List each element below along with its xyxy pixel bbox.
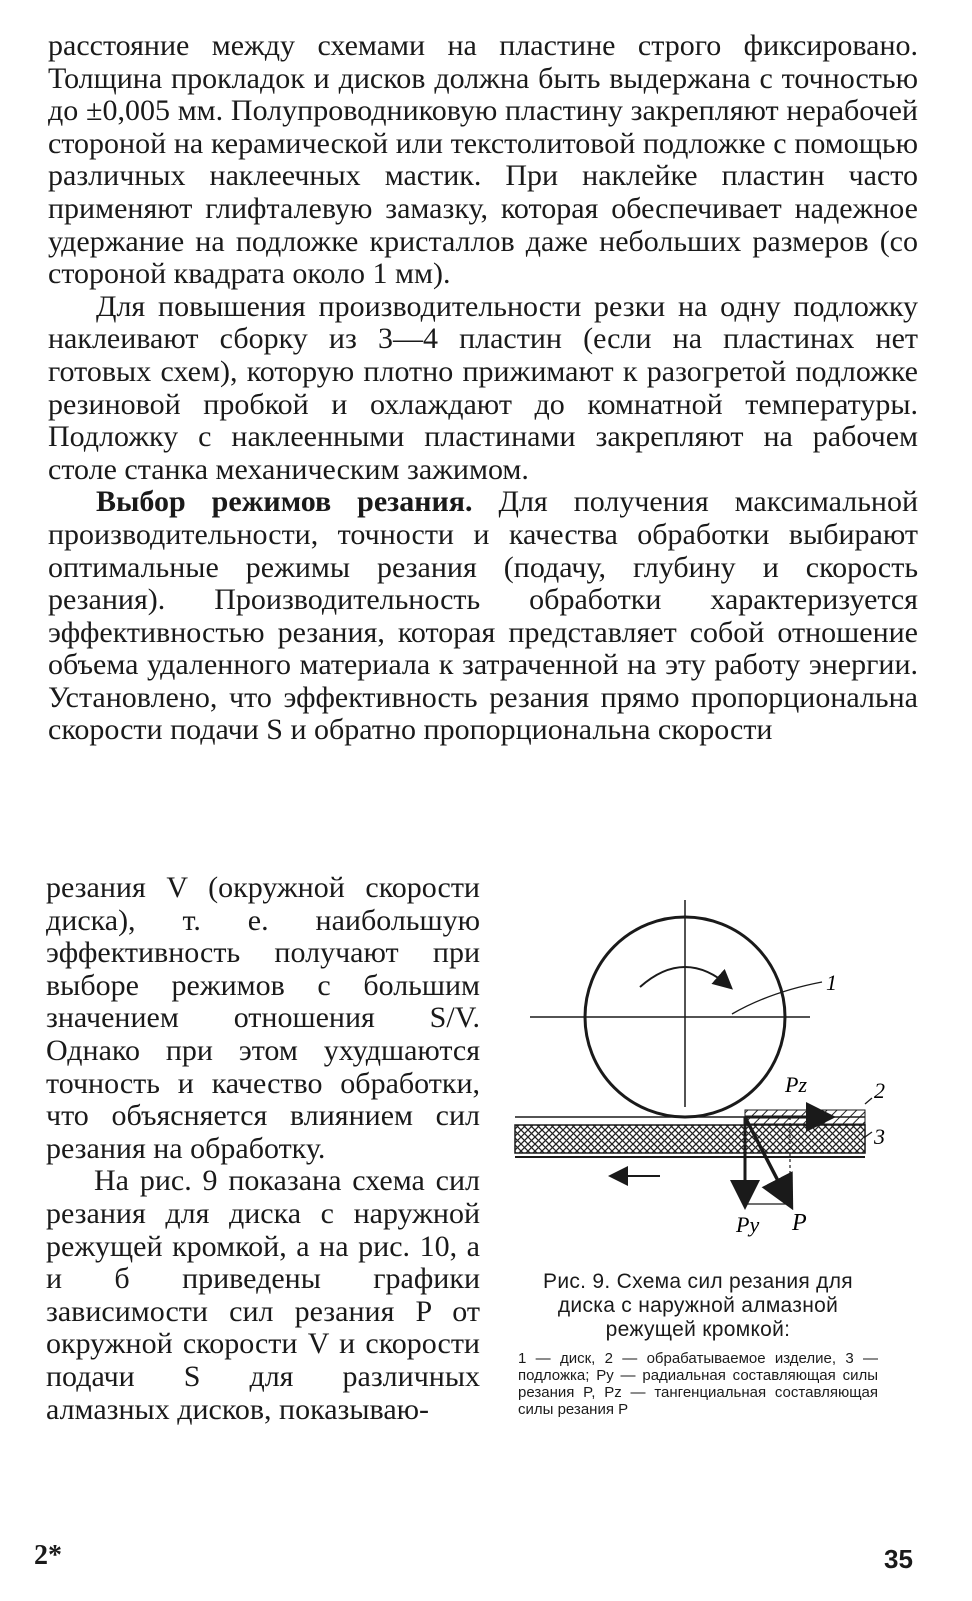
page-number: 35: [884, 1544, 913, 1574]
caption-legend: 1 — диск, 2 — обрабатываемое изделие, 3 — подложка; Py — радиальная составляющая силы резания P, Pz — тангенциальная составляющая силы резания P: [518, 1350, 878, 1418]
figure-9-force-diagram: [500, 892, 920, 1260]
label-p: P: [792, 1210, 807, 1236]
leader-line-1: [732, 982, 822, 1014]
paragraph-2: Для повышения производительности резки на одну подложку наклеивают сборку из 3—4 пластин (если на пластинах нет готовых схем), которую плотно прижимают к разогретой подложке резиновой пробкой и охлаждают до комнатной температуры. Подложку с наклеенными пластинами закрепляют на рабочем столе станка механическим зажимом.: [48, 289, 918, 486]
caption-title: Рис. 9. Схема сил резания для диска с наружной алмазной режущей кромкой:: [543, 1270, 853, 1341]
body-text-top: [48, 30, 918, 747]
paragraph-4: резания V (окружной скорости диска), т. е. наибольшую эффективность получают при выборе режимов с большим значением отношения S/V. Однако при этом ухудшаются точность и качество обработки, что объясняется влиянием сил резания на обработку.: [46, 871, 480, 1165]
paragraph-3: [48, 486, 918, 747]
label-py: Py: [736, 1212, 760, 1237]
figure-label-3: 3: [874, 1124, 885, 1149]
figure-label-2: 2: [874, 1078, 885, 1103]
figure-label-1: 1: [826, 970, 837, 995]
label-pz: Pz: [785, 1072, 807, 1097]
figure-caption: [518, 1270, 878, 1418]
paragraph-1: расстояние между схемами на пластине строго фиксировано. Толщина прокладок и дисков должна быть выдержана с точностью до ±0,005 мм. Полупроводниковую пластину закрепляют нерабочей стороной на керамической или текстолитовой подложке с помощью различных наклеечных мастик. При наклейке пластин часто применяют глифталевую замазку, которая обеспечивает надежное удержание на подложке кристаллов даже небольших размеров (со стороной квадрата около 1 мм).: [48, 29, 918, 291]
body-text-narrow: [46, 872, 480, 1426]
substrate-layer: [515, 1125, 865, 1153]
section-text: Для получения максимальной производительности, точности и качества обработки выбирают оптимальные режимы резания (подачу, глубину и скорость резания). Производительность обработки характеризуется эффективностью резания, которая представляет собой отношение объема удаленного материала к затраченной на эту работу энергии. Установлено, что эффективность резания прямо пропорциональна скорости подачи S и обратно пропорциональна скорости: [48, 485, 919, 747]
paragraph-5: На рис. 9 показана схема сил резания для диска с наружной режущей кромкой, а на рис. 10, а и б приведены графики зависимости сил резания P от окружной скорости V и скорости подачи S для различных алмазных дисков, показываю-: [46, 1164, 480, 1426]
signature-mark: 2*: [34, 1540, 62, 1571]
section-heading: Выбор режимов резания.: [96, 485, 473, 519]
